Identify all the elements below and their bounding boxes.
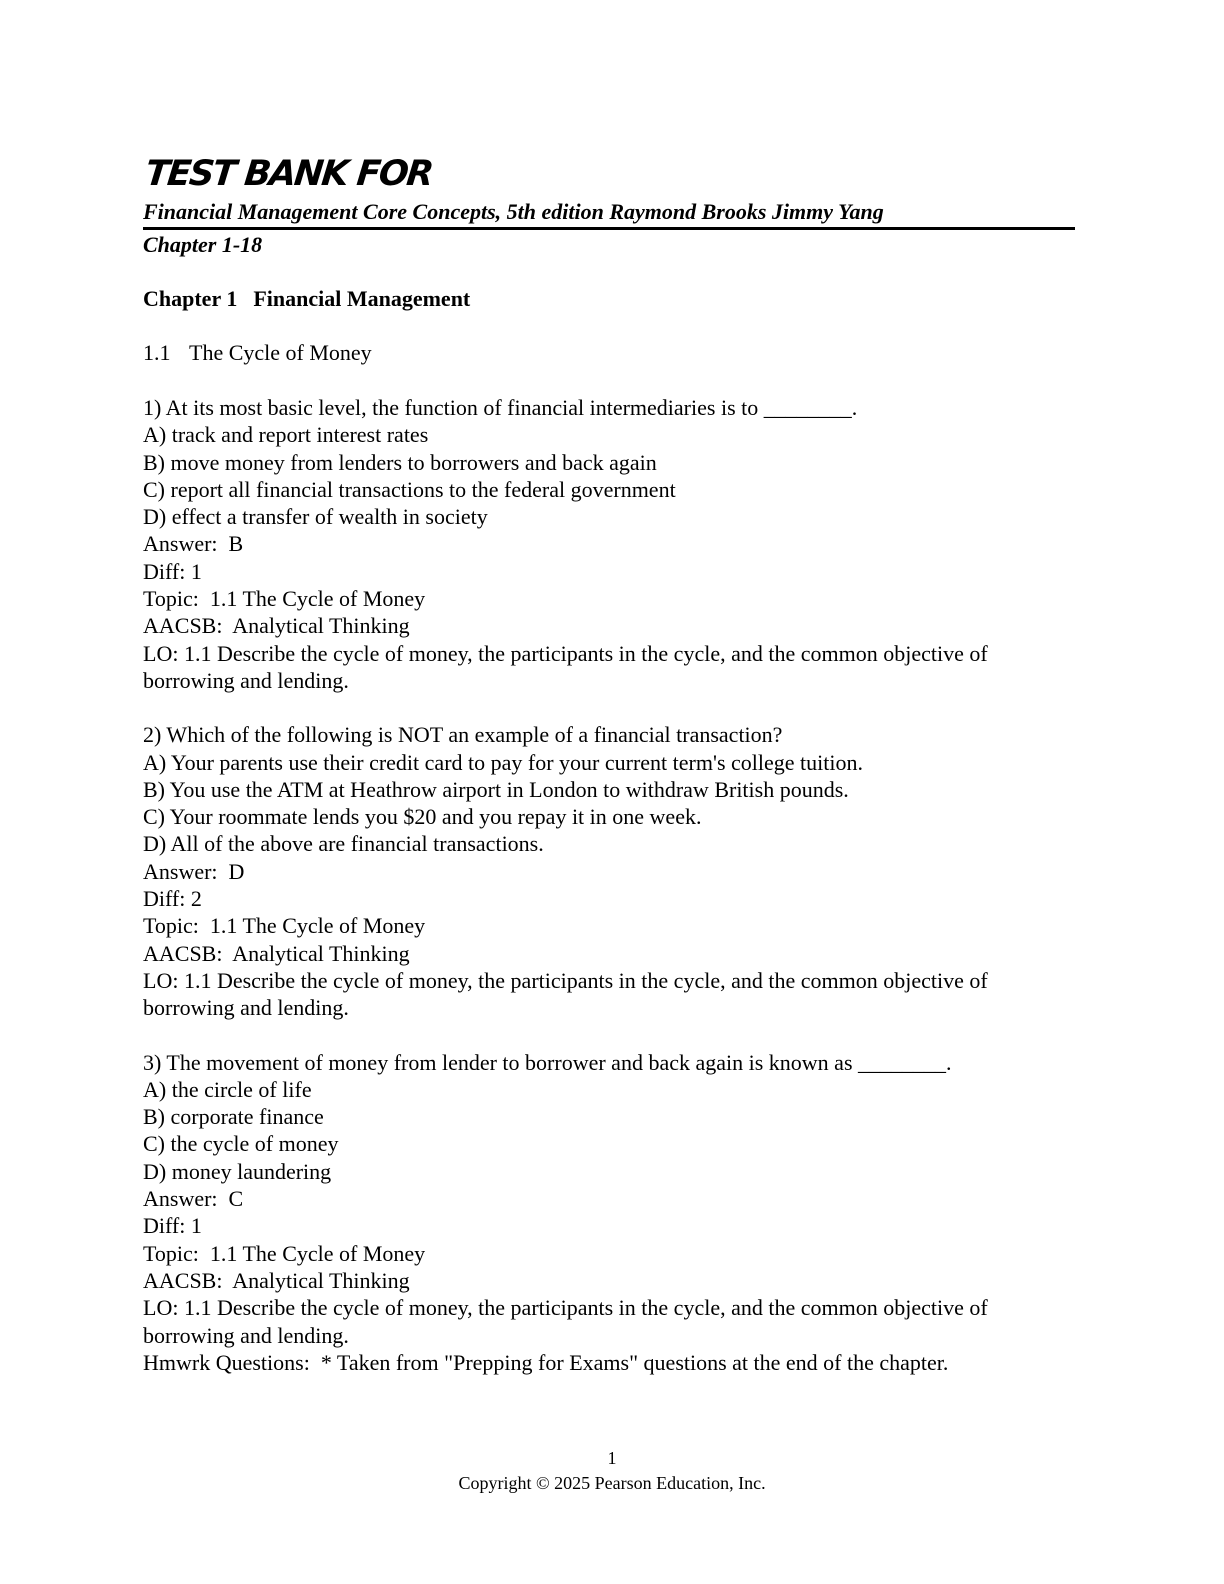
aacsb: AACSB: Analytical Thinking <box>143 1267 410 1293</box>
page-number: 1 <box>607 1448 617 1468</box>
aacsb: AACSB: Analytical Thinking <box>143 940 410 966</box>
question-stem: 3) The movement of money from lender to borrower and back again is known as ________. <box>143 1049 952 1075</box>
banner-title: TEST BANK FOR <box>143 154 434 194</box>
topic: Topic: 1.1 The Cycle of Money <box>143 1240 426 1266</box>
chapter-heading <box>143 285 1075 313</box>
difficulty: Diff: 1 <box>143 1213 202 1239</box>
topic: Topic: 1.1 The Cycle of Money <box>143 586 426 612</box>
option-a: A) Your parents use their credit card to pay for your current term's college tuition. <box>143 749 863 775</box>
option-a: A) the circle of life <box>143 1076 312 1102</box>
option-c: C) Your roommate lends you $20 and you repay it in one week. <box>143 804 702 830</box>
chapter-number: Chapter 1 <box>143 286 238 311</box>
section-title: The Cycle of Money <box>189 340 372 365</box>
option-b: B) move money from lenders to borrowers and back again <box>143 449 657 475</box>
topic: Topic: 1.1 The Cycle of Money <box>143 913 426 939</box>
option-d: D) money laundering <box>143 1158 332 1184</box>
option-d: D) All of the above are financial transactions. <box>143 831 544 857</box>
answer: Answer: D <box>143 858 245 884</box>
chapter-range: Chapter 1-18 <box>143 232 263 257</box>
option-d: D) effect a transfer of wealth in society <box>143 504 488 530</box>
difficulty: Diff: 2 <box>143 886 202 912</box>
difficulty: Diff: 1 <box>143 558 202 584</box>
option-b: B) corporate finance <box>143 1104 324 1130</box>
learning-objective: LO: 1.1 Describe the cycle of money, the participants in the cycle, and the common objective of borrowing and lending. <box>143 1295 988 1348</box>
section-heading <box>143 339 1075 367</box>
option-c: C) the cycle of money <box>143 1131 339 1157</box>
question-2 <box>143 721 1075 1021</box>
question-1 <box>143 394 1075 694</box>
chapter-title: Financial Management <box>253 286 471 311</box>
question-stem: 2) Which of the following is NOT an example of a financial transaction? <box>143 722 783 748</box>
option-b: B) You use the ATM at Heathrow airport in London to withdraw British pounds. <box>143 776 849 802</box>
book-title: Financial Management Core Concepts, 5th edition Raymond Brooks Jimmy Yang <box>143 198 1075 230</box>
question-3 <box>143 1049 1075 1377</box>
homework-note: Hmwrk Questions: * Taken from "Prepping for Exams" questions at the end of the chapter. <box>143 1349 949 1375</box>
answer: Answer: B <box>143 531 244 557</box>
option-a: A) track and report interest rates <box>143 422 429 448</box>
learning-objective: LO: 1.1 Describe the cycle of money, the participants in the cycle, and the common objective of borrowing and lending. <box>143 640 988 693</box>
answer: Answer: C <box>143 1186 244 1212</box>
copyright-notice: Copyright © 2025 Pearson Education, Inc. <box>458 1473 766 1493</box>
question-list <box>143 394 1075 1376</box>
learning-objective: LO: 1.1 Describe the cycle of money, the participants in the cycle, and the common objective of borrowing and lending. <box>143 967 988 1021</box>
section-number: 1.1 <box>143 340 171 365</box>
question-stem: 1) At its most basic level, the function of financial intermediaries is to ________. <box>143 395 858 420</box>
aacsb: AACSB: Analytical Thinking <box>143 613 410 639</box>
option-c: C) report all financial transactions to the federal government <box>143 476 676 502</box>
document-page <box>143 150 1075 1403</box>
